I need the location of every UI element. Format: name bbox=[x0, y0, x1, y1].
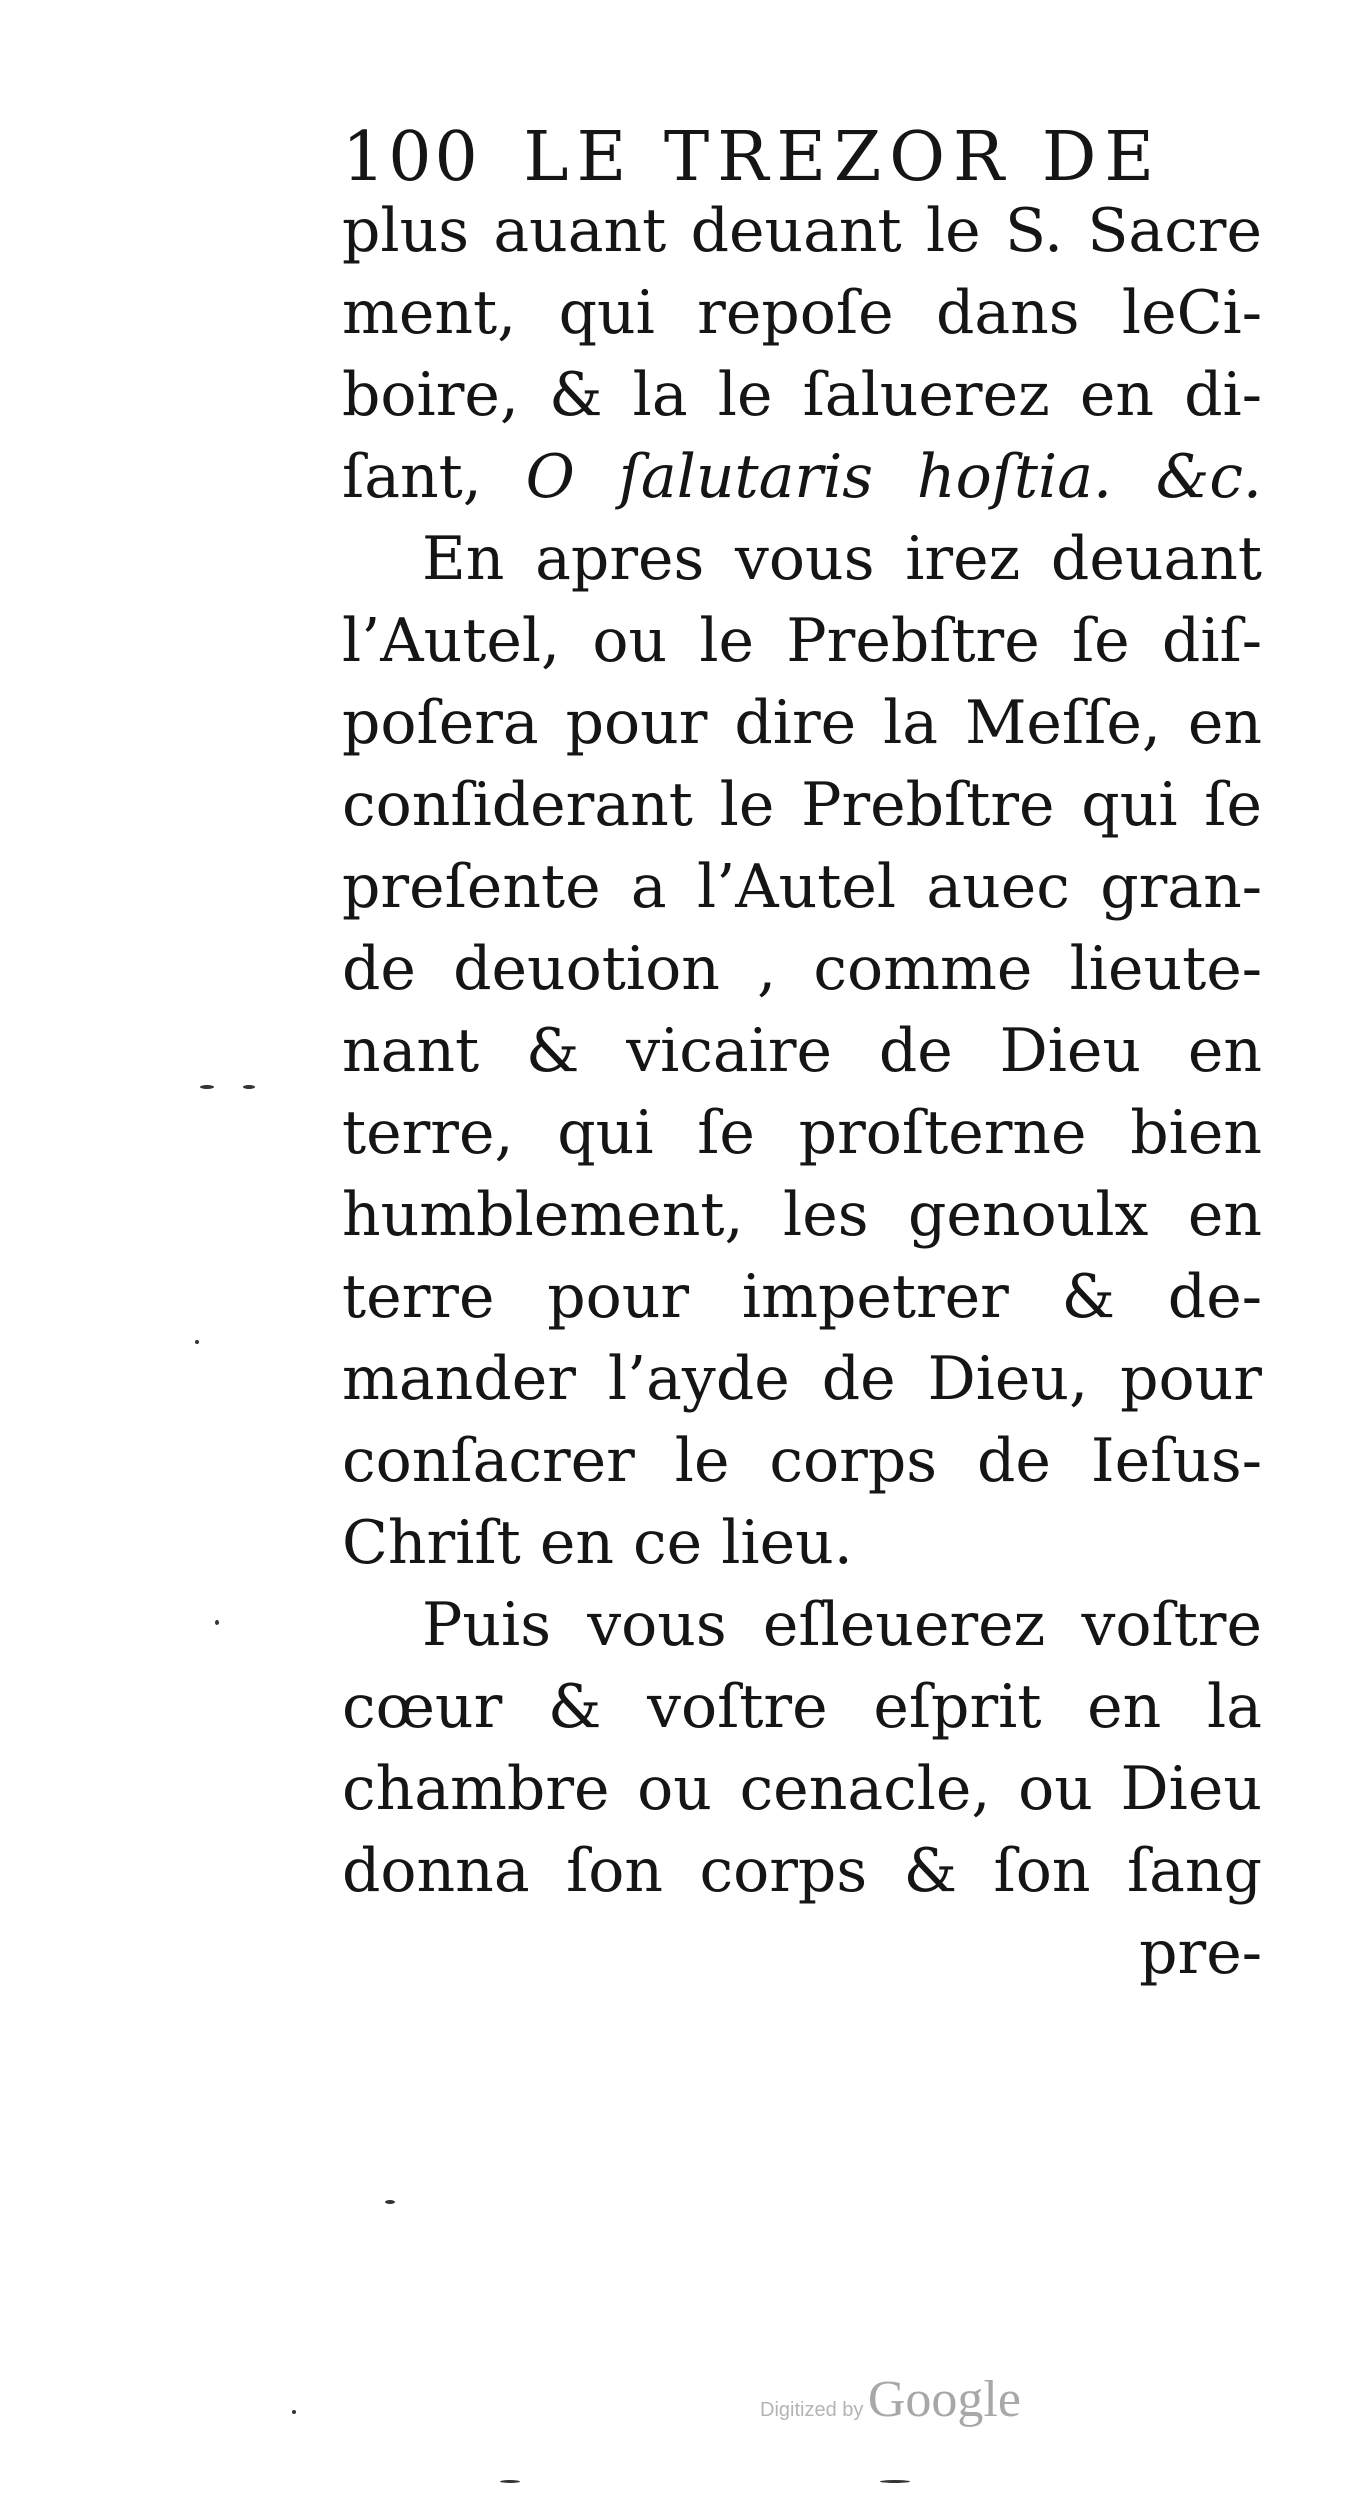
text-line bbox=[342, 600, 1262, 682]
digitized-watermark bbox=[760, 2370, 1021, 2429]
text-line-content: mander l’ayde de Dieu, pour bbox=[342, 1344, 1262, 1414]
scan-speck bbox=[243, 1085, 255, 1089]
text-line-content: Chriſt en ce lieu. bbox=[342, 1508, 853, 1578]
text-line-content: conſacrer le corps de Ieſus- bbox=[342, 1426, 1262, 1496]
text-line-content: terre, qui ſe proſterne bien bbox=[342, 1098, 1262, 1168]
text-line-content: de deuotion , comme lieute- bbox=[342, 934, 1262, 1004]
text-line-content: humblement, les genoulx en bbox=[342, 1180, 1262, 1250]
text-line-content: cœur & voſtre eſprit en la bbox=[342, 1672, 1262, 1742]
text-line-content: boire, & la le ſaluerez en di- bbox=[342, 360, 1262, 430]
text-line bbox=[342, 354, 1262, 436]
text-line bbox=[342, 682, 1262, 764]
text-line bbox=[342, 846, 1262, 928]
text-line-content: terre pour impetrer & de- bbox=[342, 1262, 1262, 1332]
text-line bbox=[342, 1256, 1262, 1338]
text-line bbox=[342, 518, 1262, 600]
scan-speck bbox=[195, 1340, 199, 1344]
text-line-content: ment, qui repoſe dans leCi- bbox=[342, 278, 1262, 348]
google-logo: Google bbox=[867, 2371, 1021, 2428]
running-header bbox=[342, 118, 1242, 198]
text-line bbox=[342, 1010, 1262, 1092]
scan-speck bbox=[880, 2480, 910, 2483]
text-line-content: poſera pour dire la Meſſe, en bbox=[342, 688, 1262, 758]
scan-speck bbox=[292, 2410, 296, 2414]
watermark-prefix: Digitized by bbox=[760, 2399, 864, 2421]
body-text bbox=[342, 190, 1262, 1994]
text-line bbox=[342, 1420, 1262, 1502]
text-line-content: conſiderant le Prebſtre qui ſe bbox=[342, 770, 1262, 840]
text-line bbox=[342, 1584, 1262, 1666]
text-line-content: Puis vous eſleuerez voſtre bbox=[422, 1590, 1262, 1660]
scan-speck bbox=[215, 1620, 219, 1625]
text-line-content: l’Autel, ou le Prebſtre ſe diſ- bbox=[342, 606, 1262, 676]
scan-speck bbox=[500, 2480, 520, 2483]
text-line bbox=[342, 436, 1262, 518]
text-line-content: ſant, bbox=[342, 442, 526, 512]
text-line bbox=[342, 1748, 1262, 1830]
running-title: LE TREZOR DE bbox=[523, 118, 1162, 197]
page-number: 100 bbox=[342, 118, 481, 197]
text-line bbox=[342, 1092, 1262, 1174]
text-line bbox=[342, 764, 1262, 846]
text-line-content: plus auant deuant le S. Sacre bbox=[342, 196, 1262, 266]
text-line-content: pre- bbox=[1139, 1918, 1262, 1988]
text-line bbox=[342, 190, 1262, 272]
text-line-content: chambre ou cenacle, ou Dieu bbox=[342, 1754, 1262, 1824]
text-line bbox=[342, 1912, 1262, 1994]
text-line bbox=[342, 1502, 1262, 1584]
text-line-content: En apres vous irez deuant bbox=[422, 524, 1262, 594]
text-line-content: donna ſon corps & ſon ſang bbox=[342, 1836, 1262, 1906]
scan-speck bbox=[385, 2200, 395, 2204]
text-line bbox=[342, 1830, 1262, 1912]
text-line bbox=[342, 1174, 1262, 1256]
text-line-content: nant & vicaire de Dieu en bbox=[342, 1016, 1262, 1086]
text-line bbox=[342, 928, 1262, 1010]
text-line bbox=[342, 272, 1262, 354]
text-line-content: preſente a l’Autel auec gran- bbox=[342, 852, 1262, 922]
scan-speck bbox=[200, 1085, 214, 1089]
italic-phrase: O ſalutaris hoſtia. &c. bbox=[525, 442, 1262, 512]
text-line bbox=[342, 1666, 1262, 1748]
text-line bbox=[342, 1338, 1262, 1420]
